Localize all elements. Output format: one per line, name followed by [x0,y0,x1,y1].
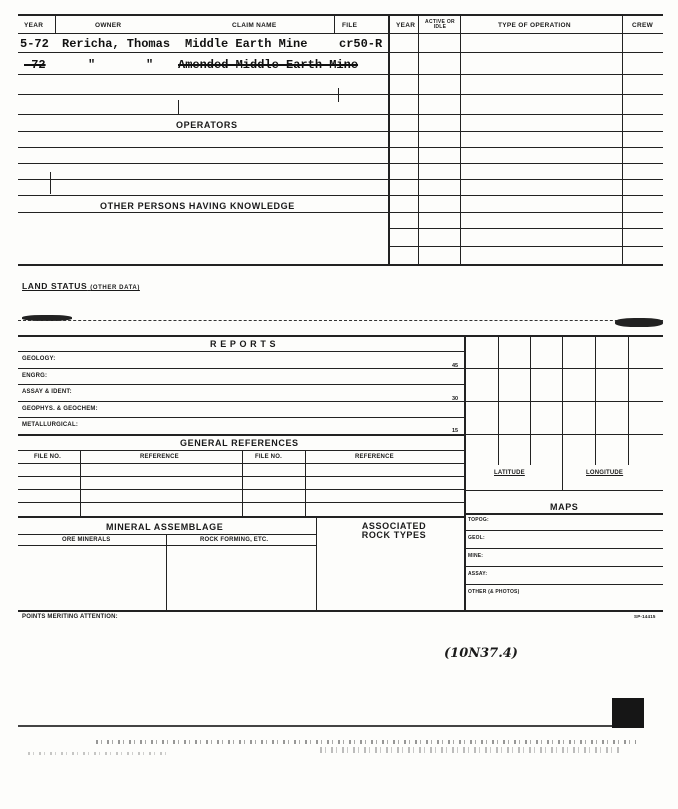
header-year: YEAR [24,22,44,29]
gen-ref-col-ref1: REFERENCE [140,454,179,460]
scan-noise-3 [28,752,168,755]
scan-noise-2 [320,747,620,753]
section-general-references: GENERAL REFERENCES [180,438,299,448]
maps-other: OTHER (& PHOTOS) [468,589,520,595]
entry-claim: Middle Earth Mine [185,37,308,51]
black-square [612,698,644,728]
form-number: SP-14415 [634,614,656,619]
handwritten-note: (10N37.4) [444,646,518,661]
entry2-claim: Amended Middle Earth Mine [178,58,359,72]
gen-ref-col-file1: FILE NO. [34,454,61,460]
report-assay-num: 30 [452,396,459,402]
section-associated-rock-types: ASSOCIATED ROCK TYPES [361,521,427,540]
smudge-right [615,318,663,327]
report-engrg: ENGRG: [22,373,48,379]
header-type-of-operation: TYPE OF OPERATION [498,22,571,29]
report-metallurgical-num: 15 [452,428,459,434]
entry2-owner-ditto: " [88,58,96,72]
section-operators: OPERATORS [176,120,238,130]
section-maps: MAPS [550,502,579,512]
report-metallurgical: METALLURGICAL: [22,422,79,428]
maps-assay: ASSAY: [468,571,488,577]
report-geology-num: 45 [452,363,459,369]
mineral-col-rock: ROCK FORMING, ETC. [200,537,269,543]
report-assay: ASSAY & IDENT: [22,389,72,395]
maps-topog: TOPOG: [468,517,489,523]
land-status-label: LAND STATUS (OTHER DATA) [22,281,140,291]
header-crew: CREW [632,22,654,29]
header-file: FILE [342,22,358,29]
header-claim-name: CLAIM NAME [232,22,277,29]
header-owner: OWNER [95,22,122,29]
entry-year: 5-72 [20,37,49,51]
entry2-owner-ditto2: " [146,58,154,72]
section-other-persons: OTHER PERSONS HAVING KNOWLEDGE [100,201,295,211]
maps-mine: MINE: [468,553,484,559]
gen-ref-col-file2: FILE NO. [255,454,282,460]
longitude-label: LONGITUDE [586,470,624,476]
report-geophys: GEOPHYS. & GEOCHEM: [22,406,98,412]
gen-ref-col-ref2: REFERENCE [355,454,394,460]
entry-owner: Rericha, Thomas [62,37,171,51]
section-mineral-assemblage: MINERAL ASSEMBLAGE [106,522,224,532]
latitude-label: LATITUDE [494,470,525,476]
mineral-col-ore: ORE MINERALS [62,537,111,543]
points-meriting-attention: POINTS MERITING ATTENTION: [22,614,118,620]
report-geology: GEOLOGY: [22,356,56,362]
scan-noise-1 [96,740,636,744]
entry2-year: -72 [24,58,46,72]
entry-file: cr50-R [339,37,383,51]
maps-geol: GEOL: [468,535,485,541]
header-year2: YEAR [396,22,416,29]
section-reports: R E P O R T S [210,339,277,349]
header-active-idle: ACTIVE OR IDLE [425,19,455,30]
